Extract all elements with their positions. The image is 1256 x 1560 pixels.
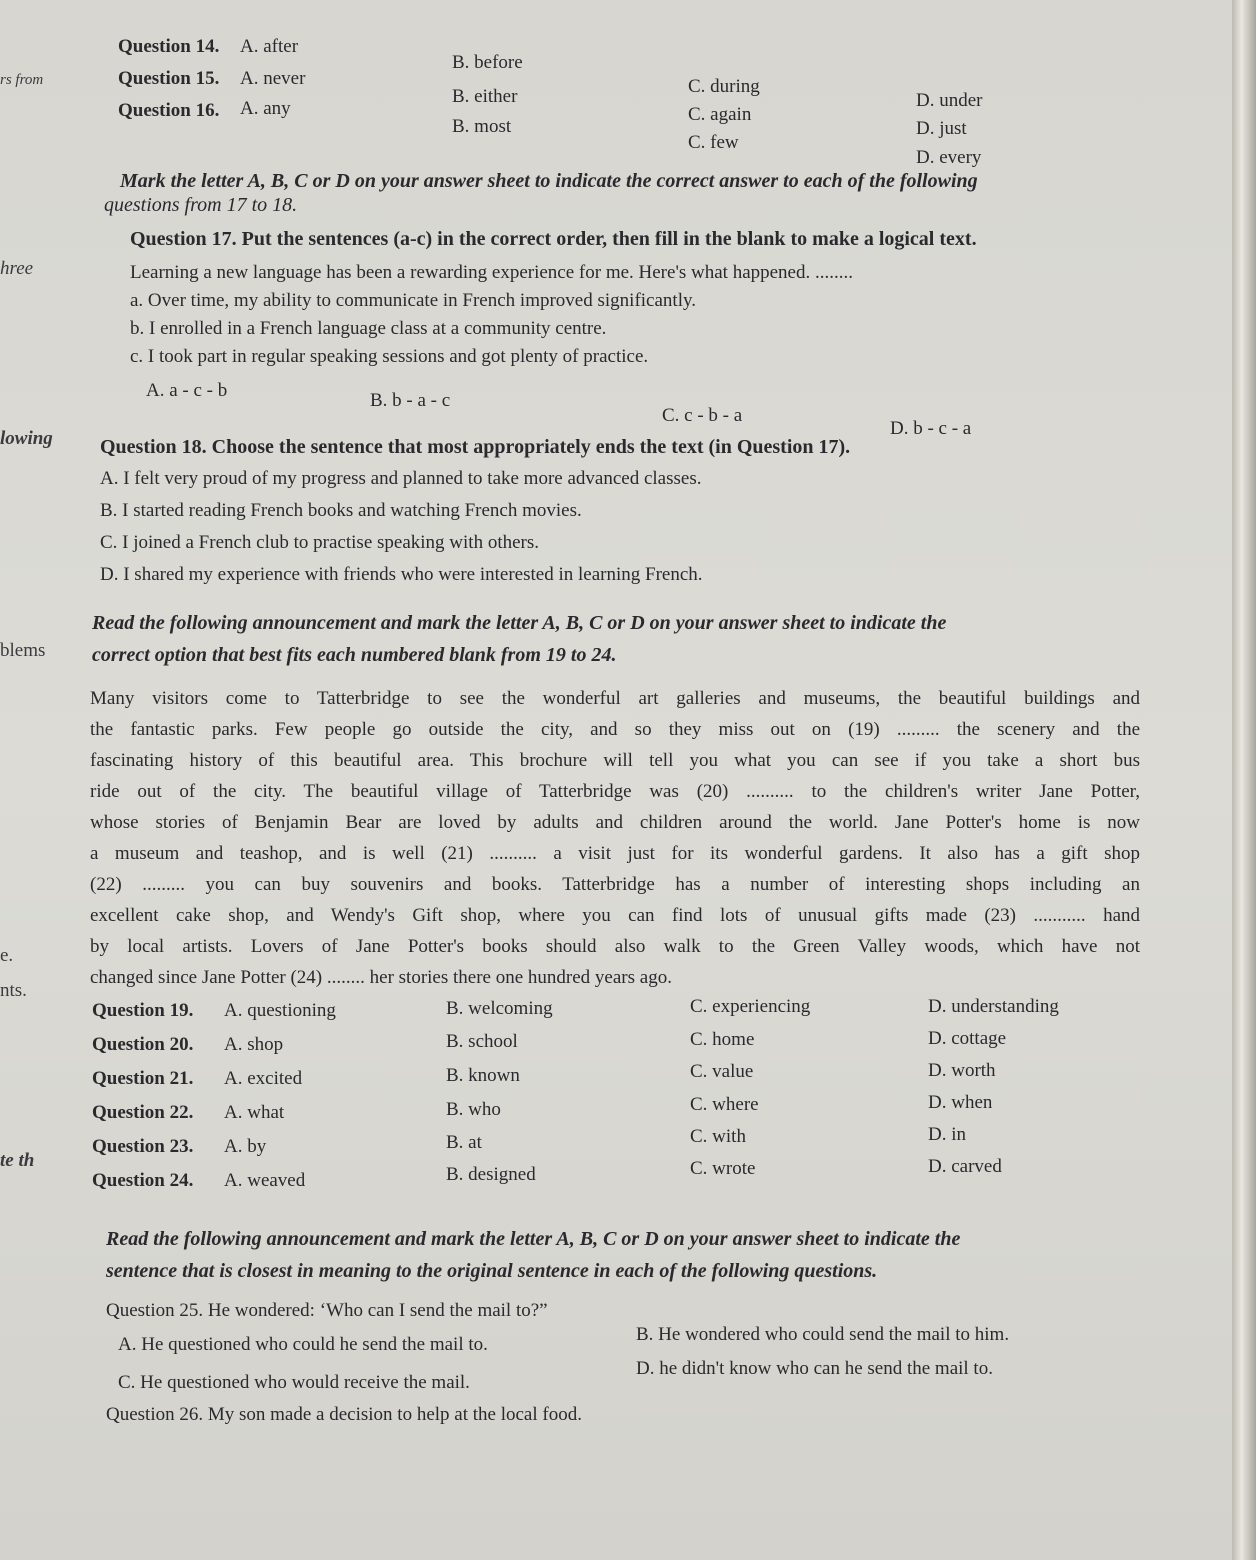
option-b[interactable]: B. most <box>452 116 512 137</box>
option-a[interactable]: A. weaved <box>224 1170 306 1191</box>
option-b[interactable]: B. I started reading French books and watching French movies. <box>100 500 582 521</box>
margin-fragment: lowing <box>0 428 53 449</box>
question-label: Question 21. <box>92 1068 194 1089</box>
option-b[interactable]: B. who <box>446 1099 501 1120</box>
passage-line: (22) ......... you can buy souvenirs and books. Tatterbridge has a number of interesting shops including an <box>90 874 1140 895</box>
margin-fragment: rs from <box>0 72 44 88</box>
option-c[interactable]: C. with <box>690 1126 746 1147</box>
option-b[interactable]: B. known <box>446 1065 520 1086</box>
option-c[interactable]: C. wrote <box>690 1158 756 1179</box>
instruction-text: sentence that is closest in meaning to the original sentence in each of the following questions. <box>106 1260 878 1282</box>
margin-fragment: blems <box>0 640 46 661</box>
option-d[interactable]: D. carved <box>928 1156 1002 1177</box>
option-c[interactable]: C. experiencing <box>690 996 811 1017</box>
instruction-text: Mark the letter A, B, C or D on your answer sheet to indicate the correct answer to each of the following <box>120 170 978 192</box>
option-d[interactable]: D. just <box>916 118 967 139</box>
option-d[interactable]: D. cottage <box>928 1028 1007 1049</box>
option-a[interactable]: A. shop <box>224 1034 284 1055</box>
question-label: Question 15. <box>118 68 220 89</box>
option-c[interactable]: C. value <box>690 1061 754 1082</box>
sentence-c: c. I took part in regular speaking sessions and got plenty of practice. <box>130 346 649 367</box>
option-d[interactable]: D. b - c - a <box>890 418 972 439</box>
option-a[interactable]: A. never <box>240 68 306 89</box>
option-b[interactable]: B. designed <box>446 1164 536 1185</box>
instruction-text: Read the following announcement and mark the letter A, B, C or D on your answer sheet to indicate the <box>92 612 947 634</box>
passage-line: Many visitors come to Tatterbridge to see the wonderful art galleries and museums, the beautiful buildings and <box>90 688 1140 709</box>
margin-fragment: te th <box>0 1150 35 1171</box>
option-a[interactable]: A. after <box>240 36 299 57</box>
question-label: Question 14. <box>118 36 220 57</box>
option-b[interactable]: B. at <box>446 1132 482 1153</box>
option-b[interactable]: B. b - a - c <box>370 390 451 411</box>
option-a[interactable]: A. I felt very proud of my progress and planned to take more advanced classes. <box>100 468 702 489</box>
option-c[interactable]: C. during <box>688 76 760 97</box>
passage-line: a museum and teashop, and is well (21) .......... a visit just for its wonderful gardens. It also has a gift shop <box>90 843 1140 864</box>
passage-line: excellent cake shop, and Wendy's Gift shop, where you can find lots of unusual gifts made (23) ........... hand <box>90 905 1140 926</box>
passage-line: the fantastic parks. Few people go outside the city, and so they miss out on (19) ......... the scenery and the <box>90 719 1140 740</box>
option-c[interactable]: C. He questioned who would receive the mail. <box>118 1372 470 1393</box>
sentence-a: a. Over time, my ability to communicate in French improved significantly. <box>130 290 696 311</box>
margin-fragment: e. <box>0 945 14 966</box>
option-a[interactable]: A. any <box>240 98 291 119</box>
option-b[interactable]: B. welcoming <box>446 998 553 1019</box>
option-d[interactable]: D. understanding <box>928 996 1059 1017</box>
question-title: Question 26. My son made a decision to help at the local food. <box>106 1404 582 1425</box>
option-b[interactable]: B. either <box>452 86 518 107</box>
option-d[interactable]: D. under <box>916 90 983 111</box>
question-title <box>106 1300 548 1322</box>
option-c[interactable]: C. where <box>690 1094 759 1115</box>
option-d[interactable]: D. worth <box>928 1060 996 1081</box>
reading-passage <box>90 683 1140 993</box>
passage-line: by local artists. Lovers of Jane Potter's books should also walk to the Green Valley woods, which have not <box>90 936 1140 957</box>
passage-line: changed since Jane Potter (24) ........ her stories there one hundred years ago. <box>90 967 672 988</box>
question-label: Question 23. <box>92 1136 194 1157</box>
option-a[interactable]: A. questioning <box>224 1000 336 1021</box>
option-d[interactable]: D. he didn't know who can he send the mail to. <box>636 1358 993 1379</box>
instruction-text: correct option that best fits each numbered blank from 19 to 24. <box>92 644 617 666</box>
question-label: Question 20. <box>92 1034 194 1055</box>
option-d[interactable]: D. I shared my experience with friends who were interested in learning French. <box>100 564 703 585</box>
question-text: Question 25. He wondered: ‘Who can I send the mail to?” <box>106 1300 548 1321</box>
passage-line: fascinating history of this beautiful area. This brochure will tell you what you can see if you take a short bus <box>90 750 1140 771</box>
question-label: Question 16. <box>118 100 220 121</box>
instruction-text: Read the following announcement and mark the letter A, B, C or D on your answer sheet to indicate the <box>106 1228 961 1250</box>
option-b[interactable]: B. He wondered who could send the mail to him. <box>636 1324 1010 1345</box>
option-c[interactable]: C. again <box>688 104 752 125</box>
option-a[interactable]: A. He questioned who could he send the mail to. <box>118 1334 488 1355</box>
question-label: Question 22. <box>92 1102 194 1123</box>
option-a[interactable]: A. what <box>224 1102 285 1123</box>
question-title: Question 18. Choose the sentence that most appropriately ends the text (in Question 17). <box>100 436 851 458</box>
passage-line: whose stories of Benjamin Bear are loved by adults and children around the world. Jane Potter's home is now <box>90 812 1140 833</box>
option-a[interactable]: A. by <box>224 1136 267 1157</box>
option-d[interactable]: D. every <box>916 147 982 168</box>
intro-sentence: Learning a new language has been a rewarding experience for me. Here's what happened. ........ <box>130 262 853 283</box>
passage-line: ride out of the city. The beautiful village of Tatterbridge was (20) .......... to the children's writer Jane Potter, <box>90 781 1140 802</box>
option-d[interactable]: D. in <box>928 1124 966 1145</box>
option-b[interactable]: B. before <box>452 52 523 73</box>
margin-fragment: nts. <box>0 980 27 1001</box>
option-c[interactable]: C. I joined a French club to practise speaking with others. <box>100 532 540 553</box>
option-a[interactable]: A. a - c - b <box>146 380 228 401</box>
option-c[interactable]: C. few <box>688 132 739 153</box>
option-d[interactable]: D. when <box>928 1092 993 1113</box>
question-label: Question 19. <box>92 1000 194 1021</box>
option-a[interactable]: A. excited <box>224 1068 303 1089</box>
question-title: Question 17. Put the sentences (a-c) in the correct order, then fill in the blank to make a logical text. <box>130 228 977 250</box>
question-label: Question 24. <box>92 1170 194 1191</box>
option-c[interactable]: C. home <box>690 1029 755 1050</box>
option-c[interactable]: C. c - b - a <box>662 405 743 426</box>
instruction-text: questions from 17 to 18. <box>104 194 298 216</box>
book-spine <box>1232 0 1256 1560</box>
sentence-b: b. I enrolled in a French language class at a community centre. <box>130 318 607 339</box>
option-b[interactable]: B. school <box>446 1031 518 1052</box>
margin-fragment: hree <box>0 258 34 279</box>
